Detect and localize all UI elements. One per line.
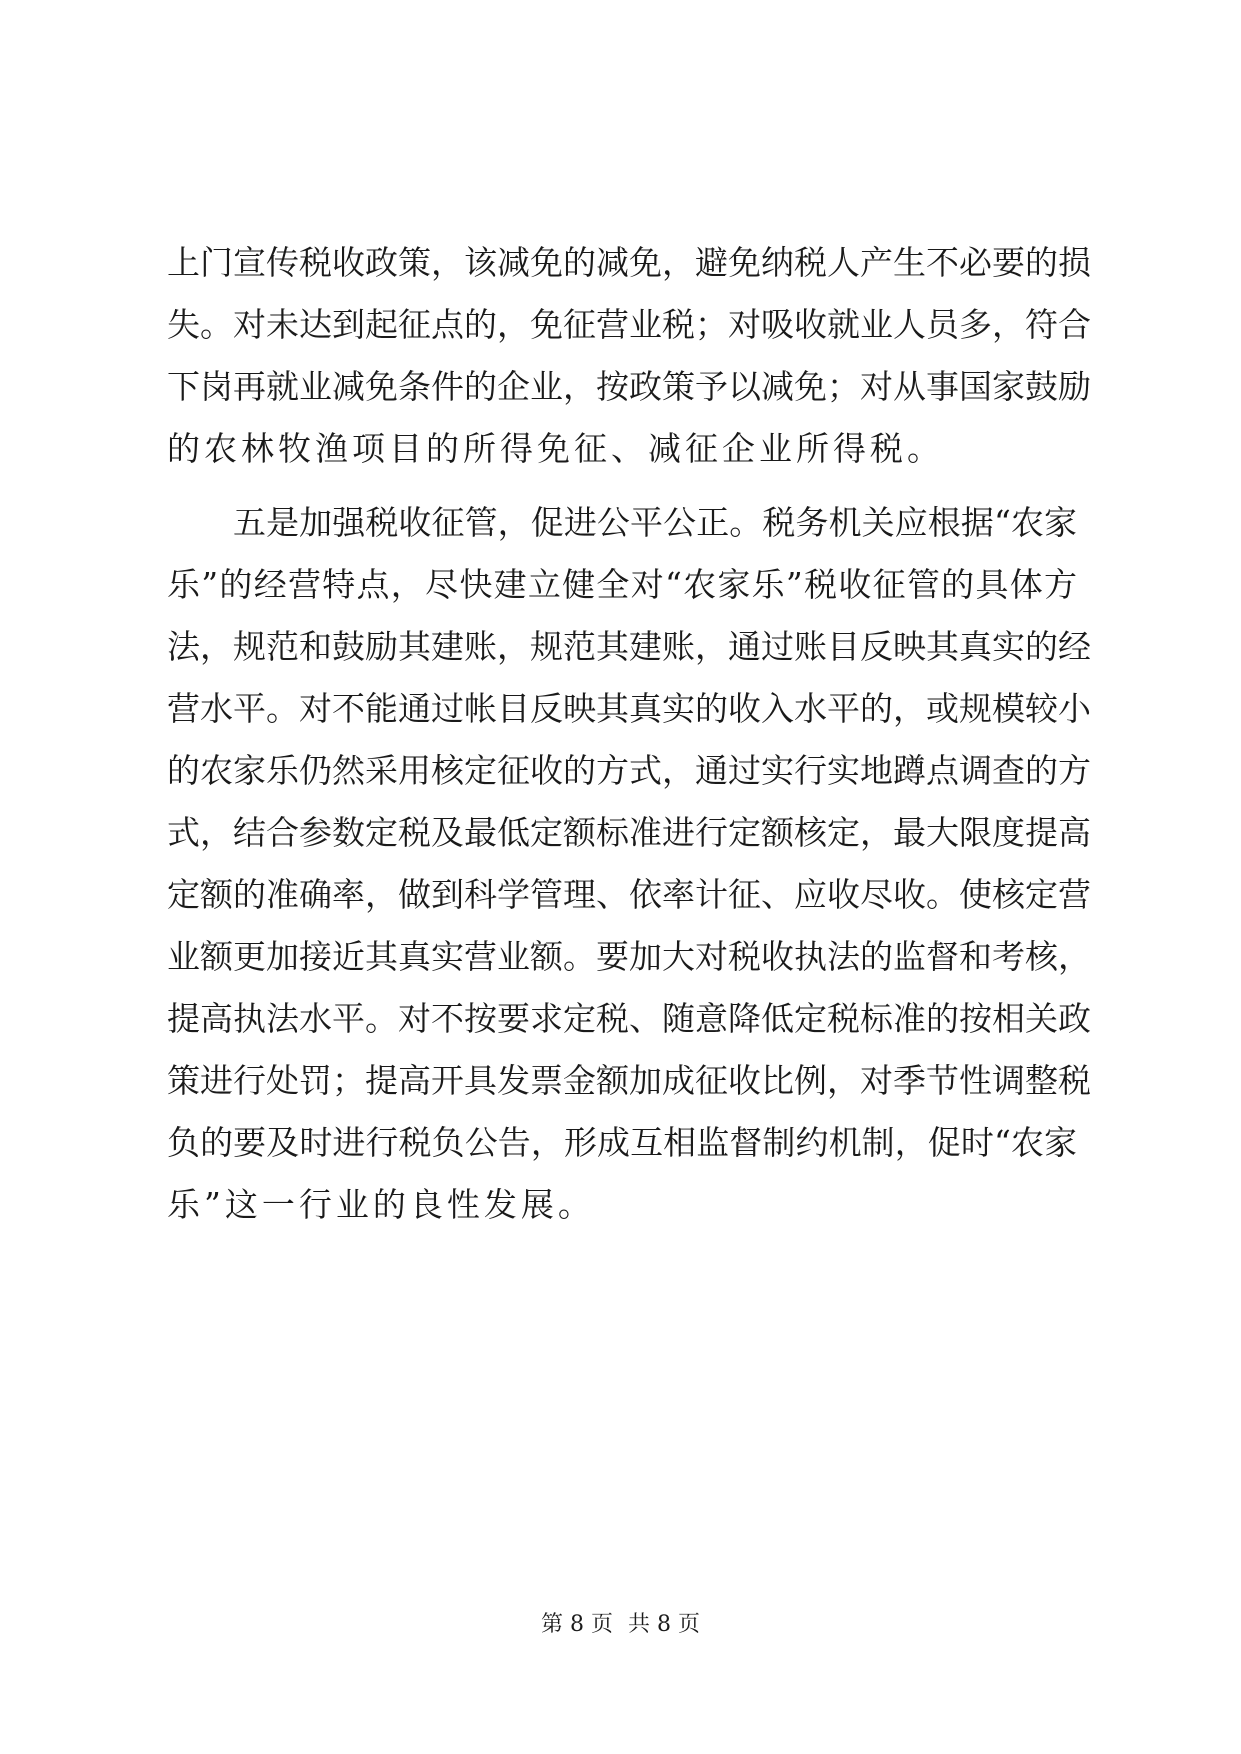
text-line: 业额更加接近其真实营业额。要加大对税收执法的监督和考核， xyxy=(167,937,1091,976)
text-line: 法，规范和鼓励其建账，规范其建账，通过账目反映其真实的经 xyxy=(167,627,1091,666)
text-line: 的农林牧渔项目的所得免征、减征企业所得税。 xyxy=(167,429,944,468)
text-line: 乐”这一行业的良性发展。 xyxy=(167,1185,595,1224)
text-line: 失。对未达到起征点的，免征营业税；对吸收就业人员多，符合 xyxy=(167,305,1091,344)
text-line: 定额的准确率，做到科学管理、依率计征、应收尽收。使核定营 xyxy=(167,875,1091,914)
text-line: 式，结合参数定税及最低定额标准进行定额核定，最大限度提高 xyxy=(167,813,1091,852)
text-line: 下岗再就业减免条件的企业，按政策予以减免；对从事国家鼓励 xyxy=(167,367,1091,406)
text-line: 负的要及时进行税负公告，形成互相监督制约机制，促时“农家 xyxy=(167,1123,1077,1162)
page-footer xyxy=(0,1610,1241,1640)
page-total: 共 8 页 xyxy=(628,1612,700,1637)
text-line: 的农家乐仍然采用核定征收的方式，通过实行实地蹲点调查的方 xyxy=(167,751,1091,790)
text-line: 策进行处罚；提高开具发票金额加成征收比例，对季节性调整税 xyxy=(167,1061,1091,1100)
text-line: 提高执法水平。对不按要求定税、随意降低定税标准的按相关政 xyxy=(167,999,1091,1038)
document-body xyxy=(167,232,1091,1236)
paragraph-gap xyxy=(167,480,1077,492)
text-line: 五是加强税收征管，促进公平公正。税务机关应根据“农家 xyxy=(233,503,1077,542)
text-line: 营水平。对不能通过帐目反映其真实的收入水平的，或规模较小 xyxy=(167,689,1091,728)
text-line: 上门宣传税收政策，该减免的减免，避免纳税人产生不必要的损 xyxy=(167,243,1091,282)
text-line: 乐”的经营特点，尽快建立健全对“农家乐”税收征管的具体方 xyxy=(167,565,1077,604)
page-number: 第 8 页 xyxy=(541,1612,613,1637)
